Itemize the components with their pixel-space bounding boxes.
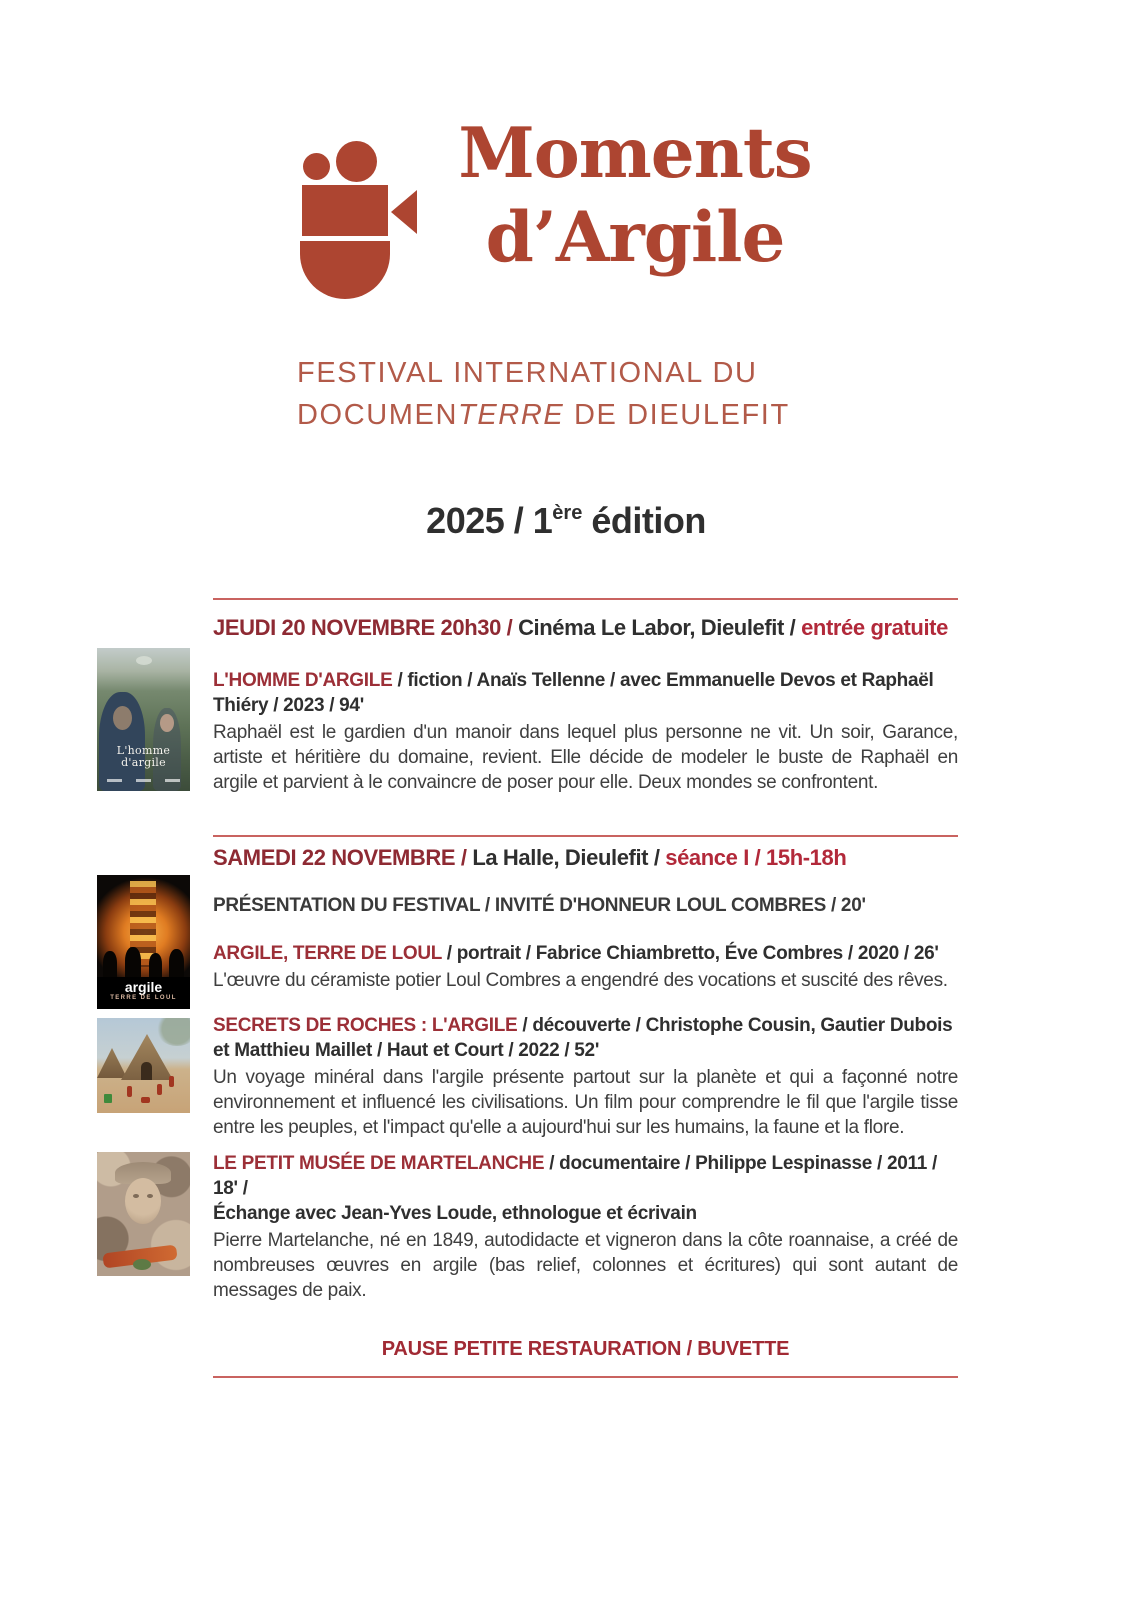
subtitle-line2-end: DE DIEULEFIT xyxy=(564,399,790,431)
film-credits: / portrait / Fabrice Chiambretto, Éve Combres / 2020 / 26' xyxy=(446,943,939,964)
edition-ordinal: ère xyxy=(552,502,583,524)
festival-presentation-line: PRÉSENTATION DU FESTIVAL / INVITÉ D'HONNEUR LOUL COMBRES / 20' xyxy=(213,895,866,916)
subtitle-line1: FESTIVAL INTERNATIONAL DU xyxy=(297,357,758,389)
film-entry-homme-argile xyxy=(213,668,958,795)
film-title: ARGILE, TERRE DE LOUL xyxy=(213,943,442,964)
film-description: Raphaël est le gardien d'un manoir dans lequel plus personne ne vit. Un soir, Garance, artiste et héritière du domaine, revient. Elle décide de modeler le buste de Raphaël en argile et parvient à le convaincre de poser pour elle. Deux mondes se confrontent. xyxy=(213,722,958,793)
edition-year: 2025 / 1 xyxy=(426,500,553,541)
film-description: Un voyage minéral dans l'argile présente partout sur la planète et qui a façonné notre environnement et influencé les civilisations. Un film pour comprendre le fil que l'argile tisse entre les peuples, et l'impact qu'elle a aujourd'hui sur les humains, la faune et la flore. xyxy=(213,1067,958,1138)
divider-rule xyxy=(213,598,958,600)
session-header-samedi xyxy=(213,845,958,871)
film-still-argile-terre-de-loul xyxy=(97,875,190,1009)
film-still-petit-musee xyxy=(97,1152,190,1276)
festival-subtitle xyxy=(297,352,857,436)
session-extra: entrée gratuite xyxy=(801,615,948,640)
session-venue: La Halle, Dieulefit / xyxy=(472,845,660,870)
subtitle-line2-start: DOCUMEN xyxy=(297,399,459,431)
film-credits: / fiction / Anaïs Tellenne / avec Emmanuelle Devos et Raphaël Thiéry / 2023 / 94' xyxy=(213,670,934,716)
film-description: Pierre Martelanche, né en 1849, autodidacte et vigneron dans la côte roannaise, a créé de nombreuses œuvres en argile (bas relief, colonnes et écritures) qui sont autant de messages de paix. xyxy=(213,1230,958,1301)
pause-buvette-line: PAUSE PETITE RESTAURATION / BUVETTE xyxy=(381,1338,790,1360)
laurel-mark xyxy=(136,656,152,665)
session-header-jeudi xyxy=(213,615,958,641)
divider-rule xyxy=(213,835,958,837)
session-venue: Cinéma Le Labor, Dieulefit / xyxy=(518,615,796,640)
film-credits: / découverte / Christophe Cousin, Gautier Dubois et Matthieu Maillet / Haut et Court / 2022 / 52' xyxy=(213,1015,953,1061)
edition-word: édition xyxy=(591,500,706,541)
film-credits-line2: Échange avec Jean-Yves Loude, ethnologue et écrivain xyxy=(213,1203,697,1224)
green-clay-detail xyxy=(133,1259,151,1270)
session-extra: séance I / 15h-18h xyxy=(665,845,847,870)
poster-title: L'homme d'argile xyxy=(116,744,171,769)
session-date: JEUDI 20 NOVEMBRE 20h30 / xyxy=(213,615,513,640)
film-still-secrets-de-roches xyxy=(97,1018,190,1113)
thatched-hut-small xyxy=(97,1048,127,1078)
film-entry-petit-musee xyxy=(213,1151,958,1303)
film-camera-icon xyxy=(298,138,420,300)
wordmark-line2: d’Argile xyxy=(485,197,785,278)
film-credits: / documentaire / Philippe Lespinasse / 2011 / 18' / xyxy=(213,1153,937,1199)
edition-line xyxy=(0,500,1132,542)
film-title: LE PETIT MUSÉE DE MARTELANCHE xyxy=(213,1153,545,1174)
film-title: L'HOMME D'ARGILE xyxy=(213,670,393,691)
wordmark-line1: Moments xyxy=(458,113,812,194)
film-poster-homme-argile xyxy=(97,648,190,791)
film-title: SECRETS DE ROCHES : L'ARGILE xyxy=(213,1015,518,1036)
festival-wordmark xyxy=(440,112,830,280)
poster-title-band: argile TERRE DE LOUL xyxy=(97,977,190,1009)
session-date: SAMEDI 22 NOVEMBRE / xyxy=(213,845,467,870)
green-bucket xyxy=(104,1094,112,1103)
tree-canopy xyxy=(156,1018,190,1046)
film-entry-argile-terre-de-loul xyxy=(213,941,958,993)
subtitle-line2-italic: TERRE xyxy=(458,399,565,431)
clay-face xyxy=(125,1178,161,1224)
film-description: L'œuvre du céramiste potier Loul Combres a engendré des vocations et suscité des rêves. xyxy=(213,970,948,991)
divider-rule xyxy=(213,1376,958,1378)
film-entry-secrets-de-roches xyxy=(213,1013,958,1140)
